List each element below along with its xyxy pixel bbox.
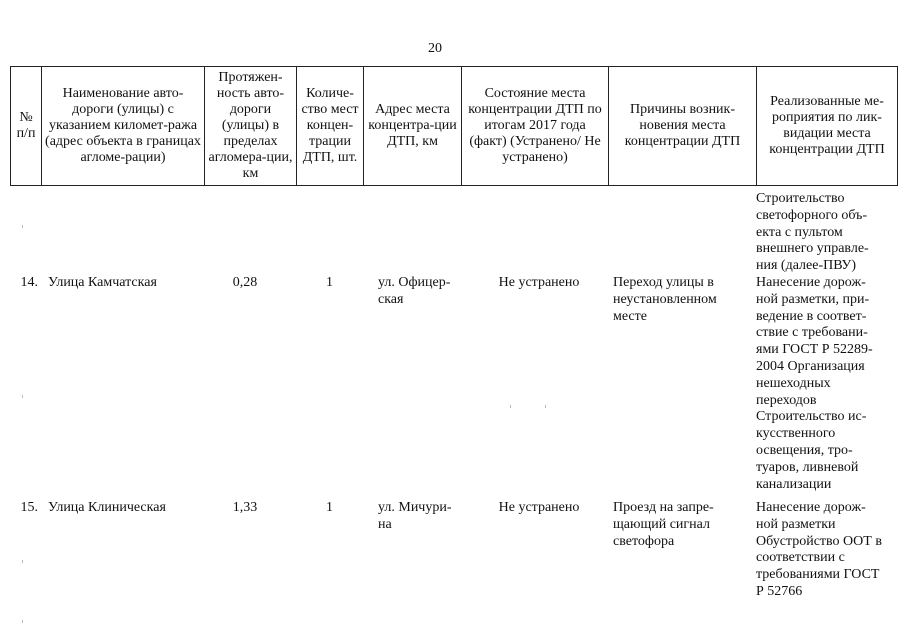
row-15-status: Не устранено (498, 500, 580, 515)
page-number: 20 (428, 41, 442, 56)
row-14-measures: Нанесение дорож-ной разметки, при-ведение в соответ-ствие с требовани-ями ГОСТ Р 52289-2004 Организация нешеходных переходов Строительство ис-кусственного освещения, тро-туаров, ливневой канализации (756, 275, 873, 492)
row-14-address: ул. Офицер-ская (378, 275, 451, 307)
row-15-length: 1,33 (232, 500, 258, 515)
row-15-address: ул. Мичури-на (378, 500, 452, 532)
row-14-num: 14. (20, 275, 38, 290)
column-header-measures: Реализованные ме-роприятия по лик-видации места концентрации ДТП (757, 67, 898, 186)
row-14-status: Не устранено (498, 275, 580, 290)
column-header-num: № п/п (11, 67, 42, 186)
row-15-name: Улица Клиническая (48, 500, 166, 515)
scan-mark (22, 560, 23, 563)
row-15-measures: Нанесение дорож-ной разметки Обустройство ООТ в соответствии с требованиями ГОСТ Р 52766 (756, 500, 882, 599)
row-14-cause: Переход улицы в неустановленном месте (613, 275, 717, 324)
scan-mark (22, 225, 23, 228)
column-header-address: Адрес места концентра-ции ДТП, км (364, 67, 462, 186)
row-15-count: 1 (326, 500, 333, 515)
scan-mark (22, 620, 23, 623)
column-header-count: Количе-ство мест концен-трации ДТП, шт. (297, 67, 364, 186)
row-15-cause: Проезд на запре-щающий сигнал светофора (613, 500, 714, 549)
column-header-length: Протяжен-ность авто-дороги (улицы) в пределах агломера-ции, км (205, 67, 297, 186)
scan-mark (510, 405, 511, 408)
table-header (10, 66, 898, 186)
column-header-status: Состояние места концентрации ДТП по итогам 2017 года (факт) (Устранено/ Не устранено) (462, 67, 609, 186)
scan-mark (22, 395, 23, 398)
column-header-name: Наименование авто-дороги (улицы) с указанием километ-ража (адрес объекта в границах агломе-рации) (42, 67, 205, 186)
column-header-causes: Причины возник-новения места концентрации ДТП (609, 67, 757, 186)
row-15-num: 15. (20, 500, 38, 515)
row-14-length: 0,28 (232, 275, 258, 290)
row-14-count: 1 (326, 275, 333, 290)
row-14-name: Улица Камчатская (48, 275, 157, 290)
scan-mark (545, 405, 546, 408)
continued-measures: Строительство светофорного объ-екта с пультом внешнего управле-ния (далее-ПВУ) (756, 191, 869, 274)
